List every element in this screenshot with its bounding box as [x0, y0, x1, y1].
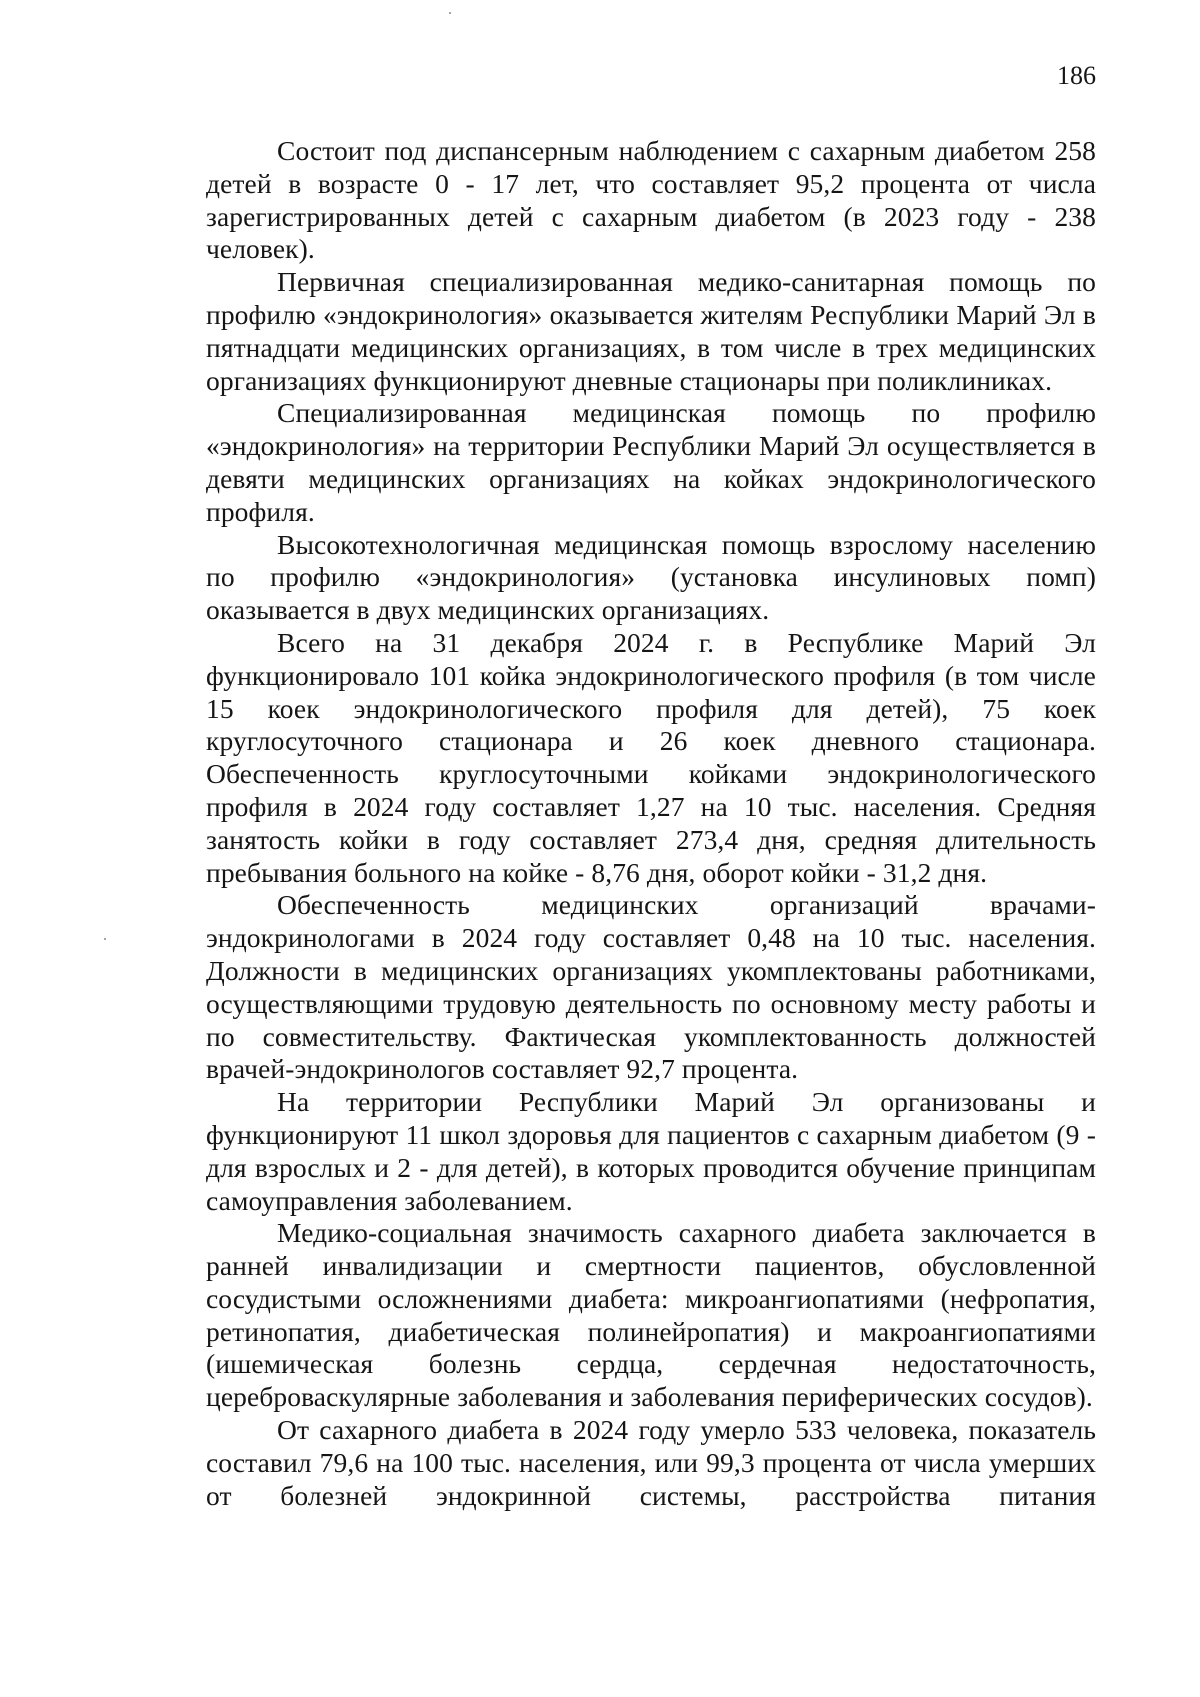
paragraph-mortality: От сахарного диабета в 2024 году умерло 533 человека, показатель составил 79,6 на 100 тыс. населения, или 99,3 процента от числа умерших от болезней эндокринной системы, расстройства питания [206, 1414, 1096, 1511]
paragraph-high-tech-care: Высокотехнологичная медицинская помощь взрослому населению по профилю «эндокринология» (установка инсулиновых помп) оказывается в двух медицинских организациях. [206, 528, 1096, 626]
paragraph-specialized-care: Специализированная медицинская помощь по профилю «эндокринология» на территории Республики Марий Эл осуществляется в девяти медицинских организациях на койках эндокринологического профиля. [206, 397, 1096, 527]
paragraph-diabetes-children: Состоит под диспансерным наблюдением с сахарным диабетом 258 детей в возрасте 0 - 17 лет, что составляет 95,2 процента от числа зарегистрированных детей с сахарным диабетом (в 2023 году - 238 человек). [206, 135, 1096, 265]
paragraph-medical-social-significance: Медико-социальная значимость сахарного диабета заключается в ранней инвалидизации и смертности пациентов, обусловленной сосудистыми осложнениями диабета: микроангиопатиями (нефропатия, ретинопатия, диабетическая полинейропатия) и макроангиопатиями (ишемическая болезнь сердца, сердечная недостаточность, цереброваскулярные заболевания и заболевания периферических сосудов). [206, 1217, 1096, 1413]
paragraph-health-schools: На территории Республики Марий Эл организованы и функционируют 11 школ здоровья для пациентов с сахарным диабетом (9 - для взрослых и 2 - для детей), в которых проводится обучение принципам самоуправления заболеванием. [206, 1086, 1096, 1216]
scan-speck [104, 938, 106, 940]
page-number: 186 [1057, 61, 1096, 90]
paragraph-staffing: Обеспеченность медицинских организаций врачами-эндокринологами в 2024 году составляет 0,48 на 10 тыс. населения. Должности в медицинских организациях укомплектованы работниками, осуществляющими трудовую деятельность по основному месту работы и по совместительству. Фактическая укомплектованность должностей врачей-эндокринологов составляет 92,7 процента. [206, 889, 1096, 1085]
scan-speck [449, 12, 451, 14]
paragraph-primary-care: Первичная специализированная медико-санитарная помощь по профилю «эндокринология» оказывается жителям Республики Марий Эл в пятнадцати медицинских организациях, в том числе в трех медицинских организациях функционируют дневные стационары при поликлиниках. [206, 266, 1096, 396]
document-body [206, 135, 1096, 1512]
paragraph-bed-capacity: Всего на 31 декабря 2024 г. в Республике Марий Эл функционировало 101 койка эндокринологического профиля (в том числе 15 коек эндокринологического профиля для детей), 75 коек круглосуточного стационара и 26 коек дневного стационара. Обеспеченность круглосуточными койками эндокринологического профиля в 2024 году составляет 1,27 на 10 тыс. населения. Средняя занятость койки в году составляет 273,4 дня, средняя длительность пребывания больного на койке - 8,76 дня, оборот койки - 31,2 дня. [206, 626, 1096, 888]
